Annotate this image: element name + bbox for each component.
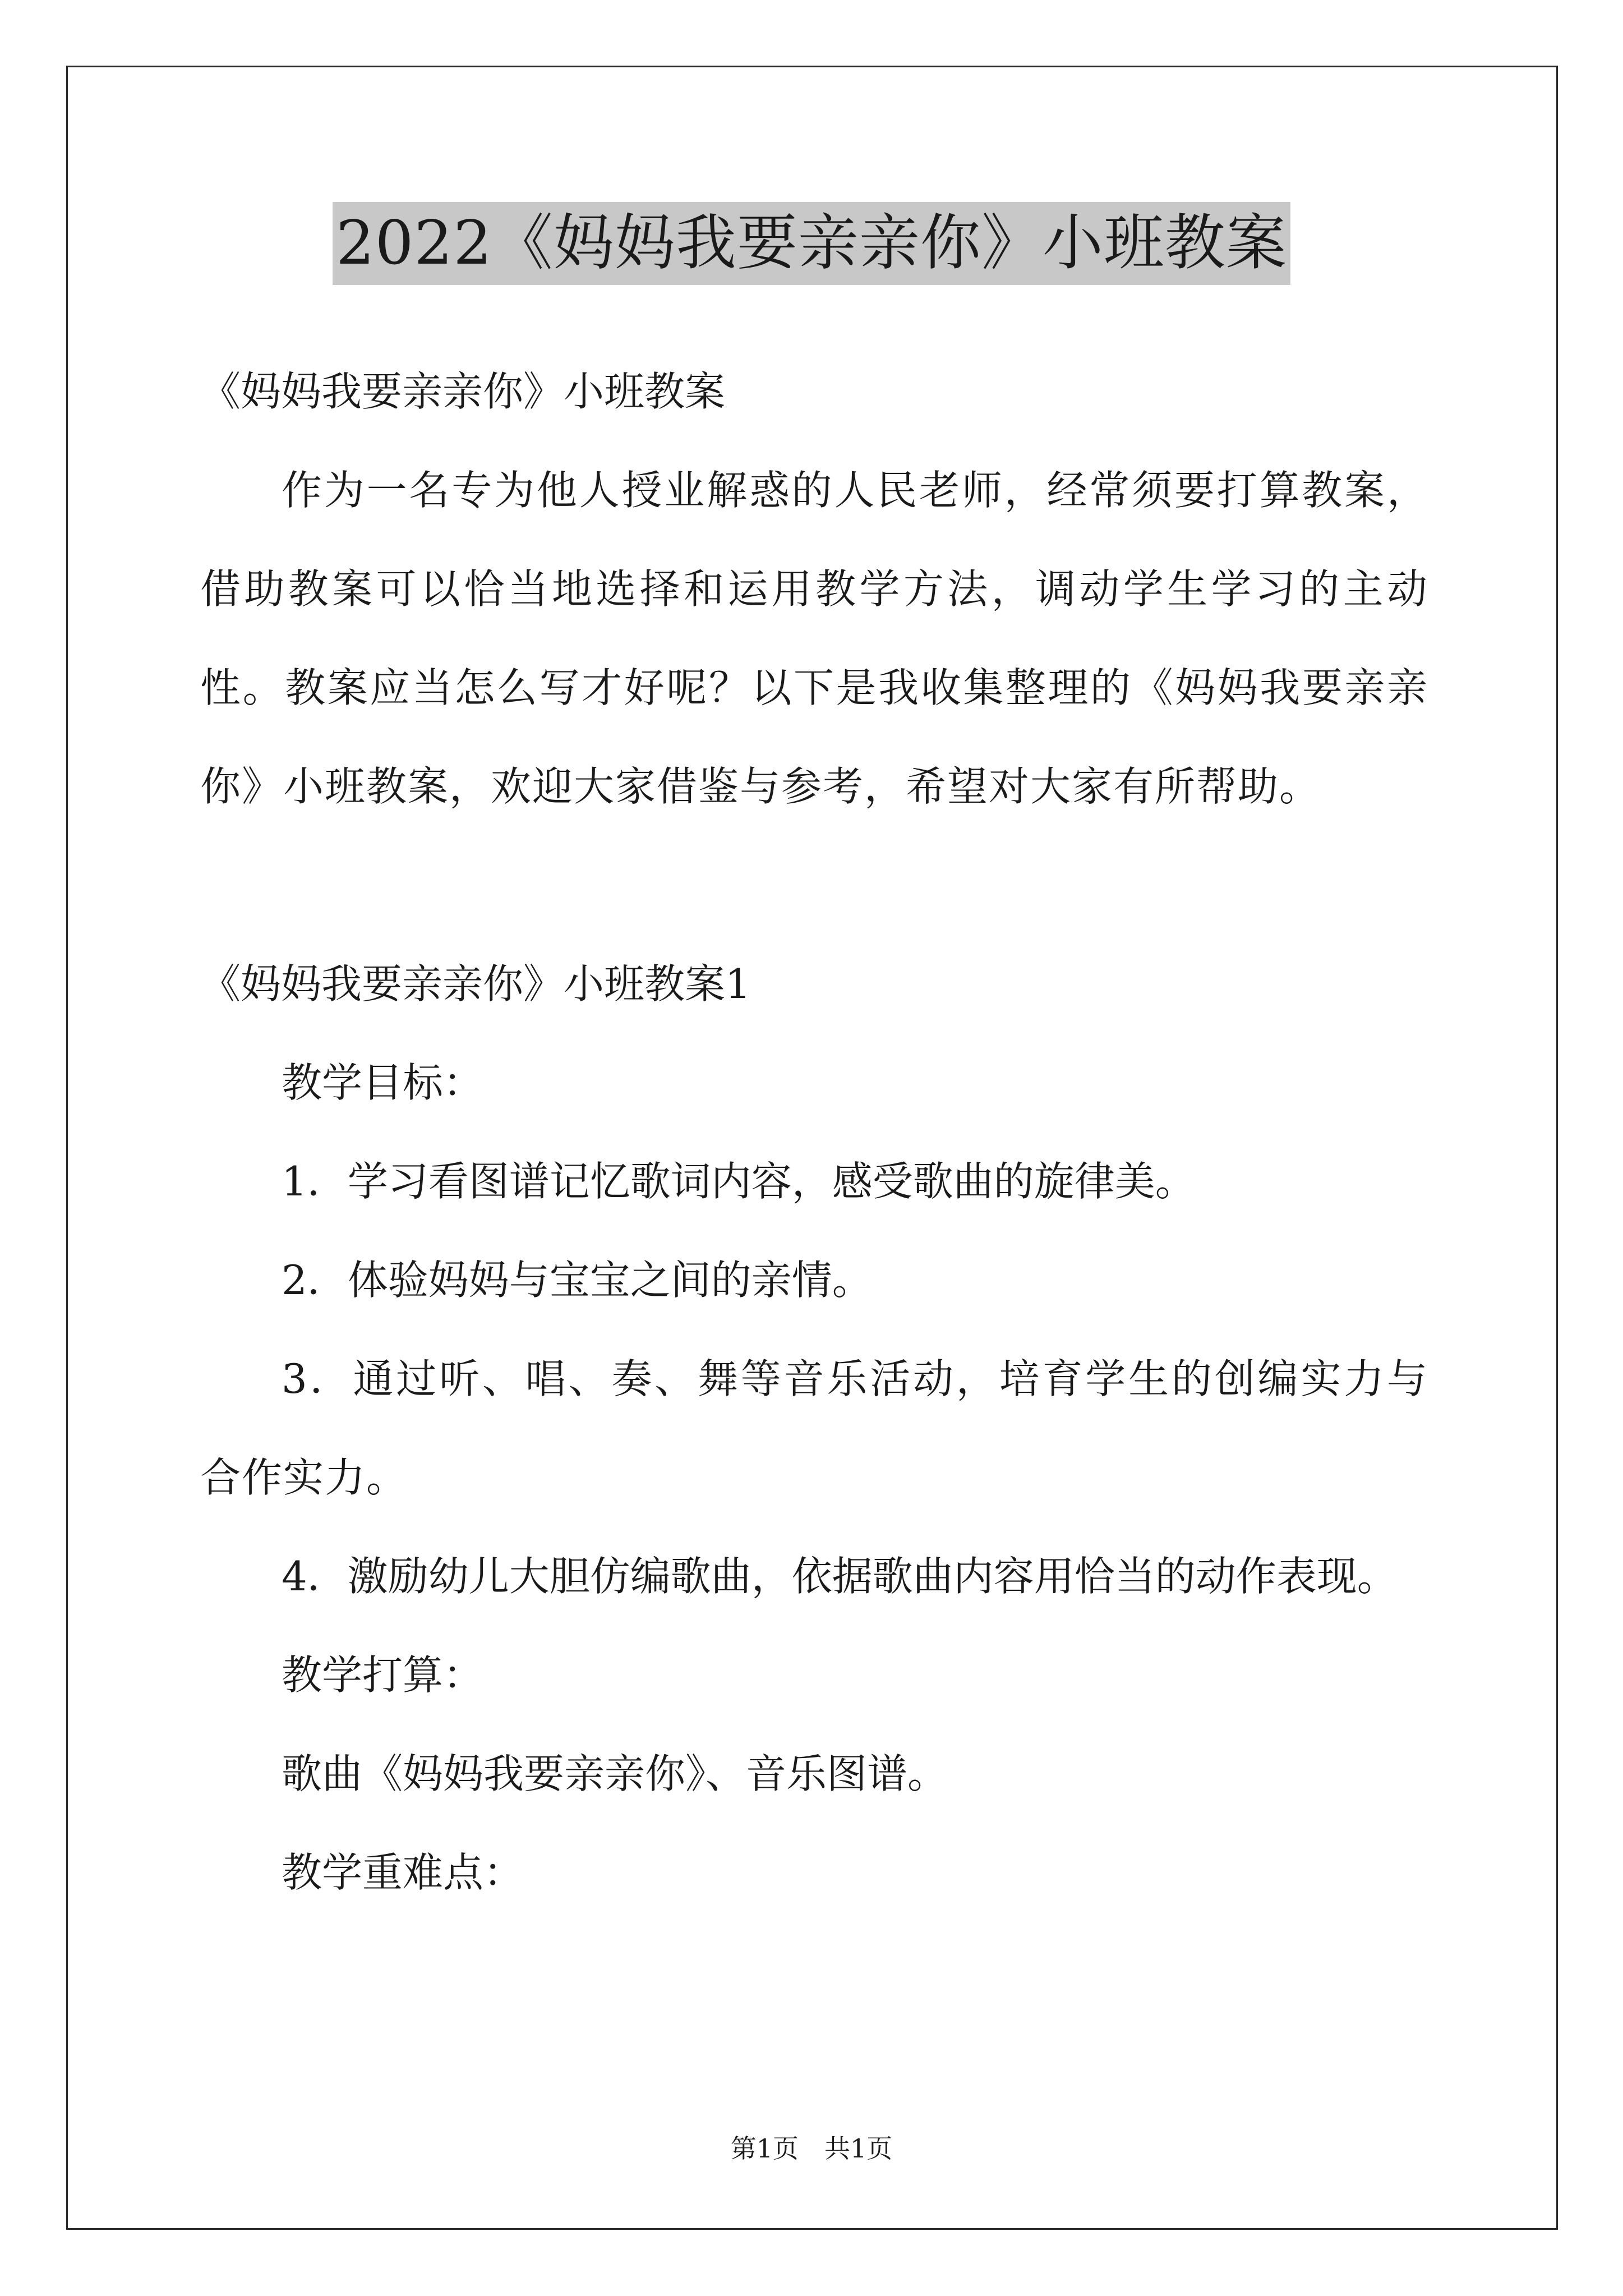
prep-text: 歌曲《妈妈我要亲亲你》、音乐图谱。 [282,1750,948,1797]
page-footer: 第1页 共1页 [730,2133,893,2164]
goal-item-4: 4．激励幼儿大胆仿编歌曲，依据歌曲内容用恰当的动作表现。 [282,1553,1398,1600]
goals-label: 教学目标： [282,1059,484,1106]
document-subtitle: 《妈妈我要亲亲你》小班教案 [200,368,726,415]
section-heading: 《妈妈我要亲亲你》小班教案1 [200,960,751,1007]
intro-paragraph: 作为一名专为他人授业解惑的人民老师，经常须要打算教案，借助教案可以恰当地选择和运用教学方法，调动学生学习的主动性。教案应当怎么写才好呢？以下是我收集整理的《妈妈我要亲亲你》小班教案，欢迎大家借鉴与参考，希望对大家有所帮助。 [200,467,1428,810]
prep-label: 教学打算： [282,1651,484,1699]
spacer [200,836,1428,935]
document-title: 2022《妈妈我要亲亲你》小班教案 [333,202,1290,285]
goal-item-1: 1．学习看图谱记忆歌词内容，感受歌曲的旋律美。 [282,1158,1196,1205]
goal-item-2: 2．体验妈妈与宝宝之间的亲情。 [282,1257,873,1304]
goal-item-3: 3．通过听、唱、奏、舞等音乐活动，培育学生的创编实力与合作实力。 [200,1355,1428,1501]
difficulty-label: 教学重难点： [282,1849,524,1896]
document-body [200,342,1428,1922]
title-container [0,202,1623,285]
